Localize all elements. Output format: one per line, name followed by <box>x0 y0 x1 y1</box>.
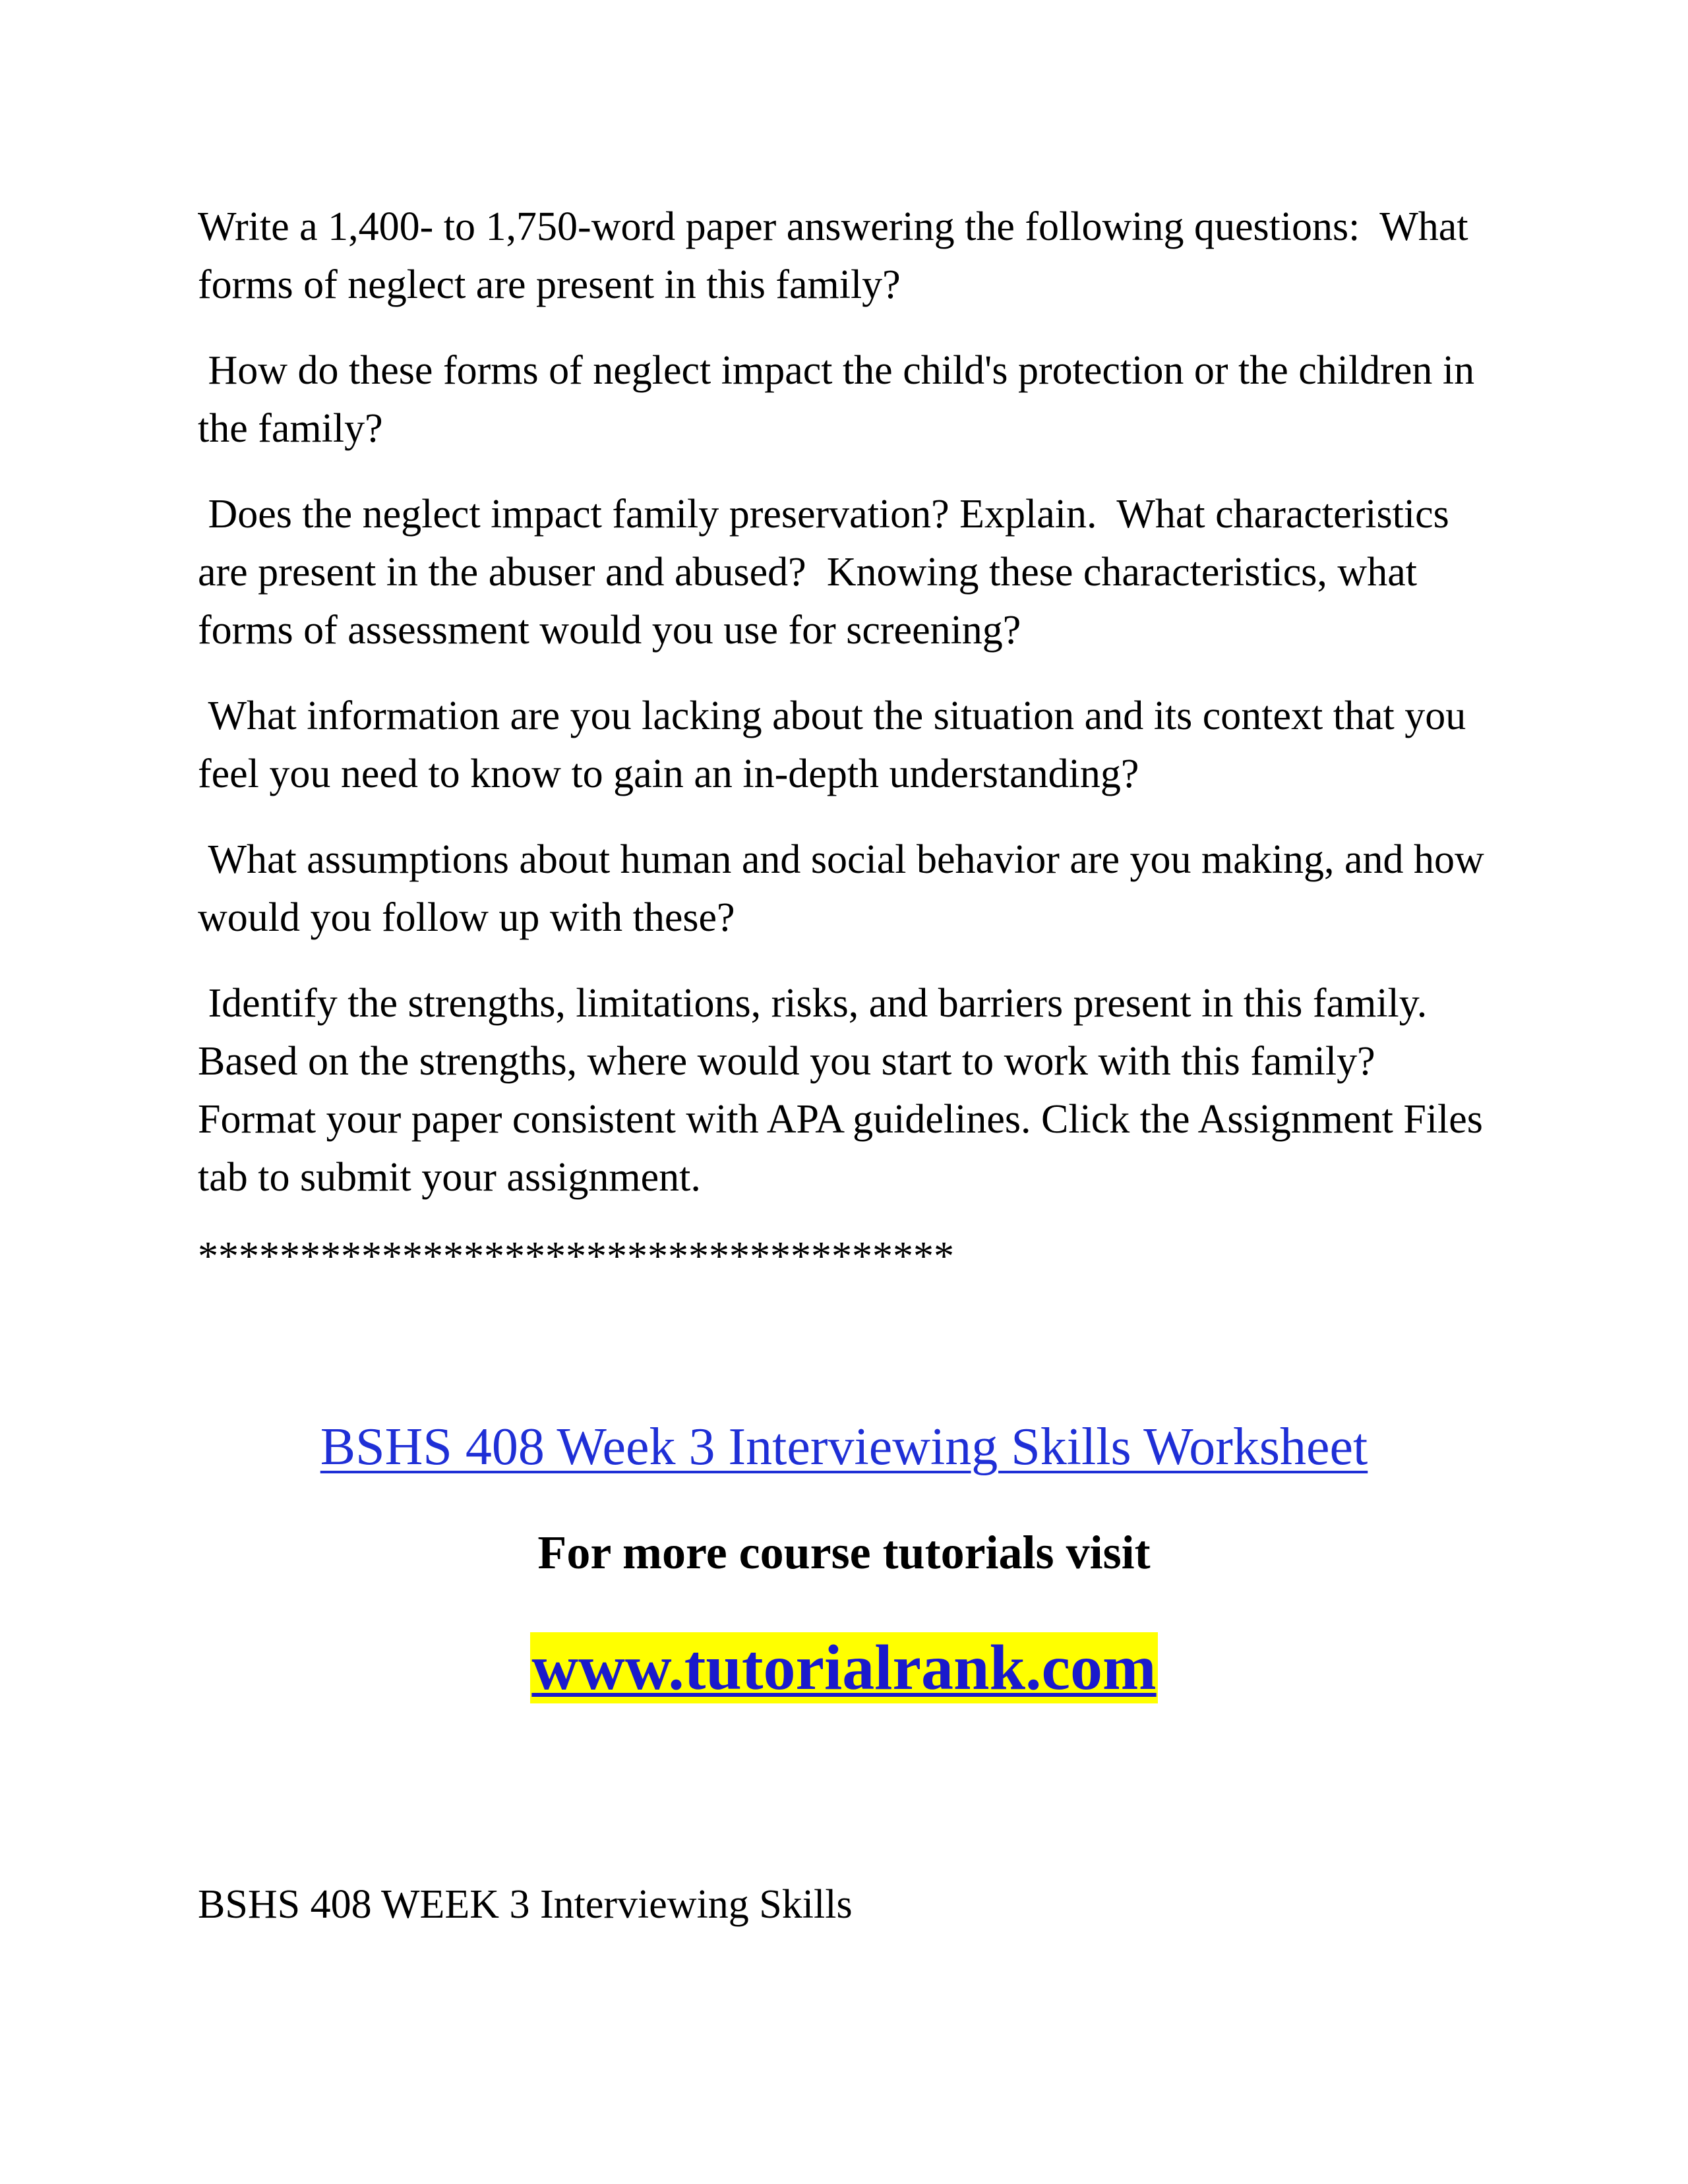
paragraph-6: Identify the strengths, limitations, risks, and barriers present in this family. Based on the strengths, where would you start to work with this family? Format your paper consistent with APA guidelines. Click the Assignment Files tab to submit your assignment. <box>198 981 1493 1200</box>
site-url-link[interactable]: www.tutorialrank.com <box>531 1632 1157 1703</box>
paragraph-1: Write a 1,400- to 1,750-word paper answering the following questions: What forms of neglect are present in this family? <box>198 204 1479 307</box>
course-link[interactable]: BSHS 408 Week 3 Interviewing Skills Worksheet <box>320 1418 1368 1476</box>
paragraph-3: Does the neglect impact family preservation? Explain. What characteristics are present in the abuser and abused? Knowing these characteristics, what forms of assessment would you use for screening? <box>198 492 1460 653</box>
paragraph-5: What assumptions about human and social behavior are you making, and how would you follow up with these? <box>198 837 1495 940</box>
site-link-heading <box>0 1632 1688 1704</box>
course-link-heading <box>0 1414 1688 1480</box>
assignment-body <box>198 198 1495 1234</box>
asterisk-separator: ************************************* <box>198 1234 954 1279</box>
paragraph-2: How do these forms of neglect impact the child's protection or the children in the family? <box>198 348 1485 451</box>
more-tutorials-text: For more course tutorials visit <box>537 1526 1151 1579</box>
footer-heading: BSHS 408 WEEK 3 Interviewing Skills <box>198 1882 853 1927</box>
paragraph-4: What information are you lacking about the situation and its context that you feel you need to know to gain an in-depth understanding? <box>198 694 1476 796</box>
